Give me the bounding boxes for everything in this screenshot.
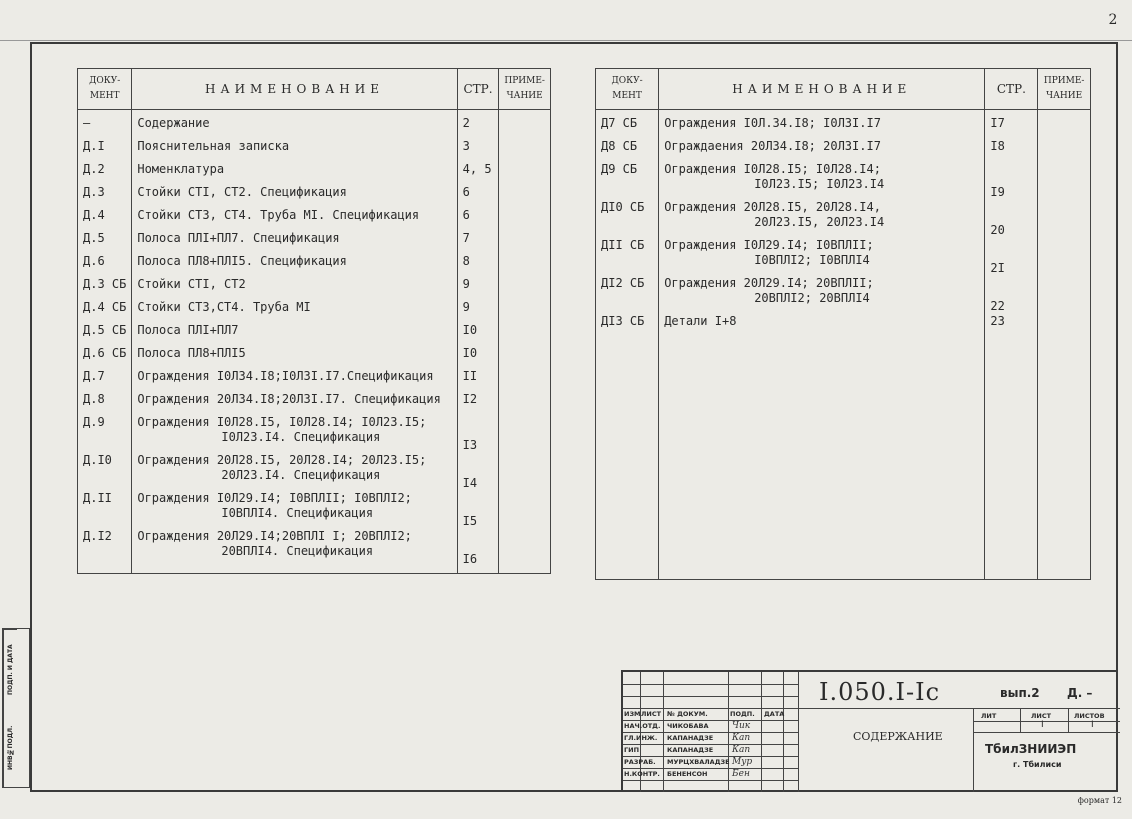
row-note — [1038, 162, 1091, 200]
row-name-line: Стойки СТI, СТ2. Спецификация — [137, 185, 347, 199]
role-label: НАЧ.ОТД. — [624, 722, 661, 730]
sheets-value: I — [1091, 720, 1094, 730]
row-name — [132, 300, 457, 323]
table-row — [78, 529, 551, 567]
role-person: КАПАНАДЗЕ — [667, 746, 714, 754]
header-note: ПРИМЕ-ЧАНИЕ — [499, 69, 551, 110]
row-note — [1038, 200, 1091, 238]
grid-line — [623, 744, 798, 745]
row-note — [499, 277, 551, 300]
issue-number: вып.2 — [1000, 686, 1040, 700]
row-note — [1038, 314, 1091, 337]
row-note — [1038, 116, 1091, 139]
row-name-line: 20Л23.I4. Спецификация — [221, 468, 381, 482]
row-page: 9 — [457, 277, 499, 300]
role-label: ГИП — [624, 746, 640, 754]
row-doc: Д.3 СБ — [78, 277, 132, 300]
organization: ТбилЗНИИЭП — [985, 742, 1077, 756]
row-name — [659, 162, 985, 200]
row-name — [132, 323, 457, 346]
row-note — [499, 300, 551, 323]
table-row — [596, 238, 1091, 276]
table-row — [78, 162, 551, 185]
divider — [973, 721, 1120, 722]
contents-table-right — [595, 68, 1091, 580]
lit-value-row — [623, 720, 1094, 732]
row-doc: Д.6 — [78, 254, 132, 277]
role-person: ЧИКОБАВА — [667, 722, 709, 730]
row-page: I7 — [985, 116, 1038, 139]
signature: Мур — [732, 757, 753, 767]
grid-line — [728, 672, 729, 792]
row-name — [659, 139, 985, 162]
col-header-list: ЛИСТ — [641, 710, 662, 718]
grid-line — [623, 684, 798, 685]
row-note — [499, 453, 551, 491]
row-note — [499, 139, 551, 162]
table-row — [596, 162, 1091, 200]
col-header-date: ДАТА — [764, 710, 785, 718]
row-note — [1038, 238, 1091, 276]
row-name — [659, 314, 985, 337]
row-page: I0 — [457, 346, 499, 369]
row-name-line: Содержание — [137, 116, 210, 130]
table-row — [596, 139, 1091, 162]
row-page: I2 — [457, 392, 499, 415]
table-row — [78, 369, 551, 392]
table-row — [78, 415, 551, 453]
row-name-line: Полоса ПЛ8+ПЛI5 — [137, 346, 246, 360]
row-name — [659, 200, 985, 238]
row-note — [499, 231, 551, 254]
row-note — [499, 162, 551, 185]
row-page: 9 — [457, 300, 499, 323]
grid-line — [623, 696, 798, 697]
header-name: НАИМЕНОВАНИЕ — [659, 69, 985, 110]
role-label: ГЛ.ИНЖ. — [624, 734, 658, 742]
table-row — [78, 231, 551, 254]
table-filler — [596, 337, 1091, 579]
lit-label: ЛИТ — [981, 712, 997, 720]
row-name-line: Ограждения 20Л28.I5, 20Л28.I4, — [664, 200, 881, 214]
row-name-line: Ограждения 20Л29.I4; 20ВПЛII; — [664, 276, 874, 290]
row-page: I0 — [457, 323, 499, 346]
table-row — [78, 392, 551, 415]
top-cut-line — [0, 40, 1132, 41]
page-number: 2 — [1108, 12, 1118, 28]
header-doc: ДОКУ-МЕНТ — [78, 69, 132, 110]
row-page: I3 — [457, 415, 499, 453]
contents-table-left — [77, 68, 551, 574]
grid-line — [623, 768, 798, 769]
grid-line — [623, 780, 798, 781]
row-note — [499, 415, 551, 453]
row-name-line: Полоса ПЛ8+ПЛI5. Спецификация — [137, 254, 347, 268]
side-stamp-inv: ИНВ№ПОДЛ. — [3, 709, 17, 787]
row-page: 3 — [457, 139, 499, 162]
grid-line — [761, 672, 762, 792]
table-row — [78, 139, 551, 162]
row-name — [132, 346, 457, 369]
title-block — [621, 670, 1118, 792]
row-name-line: Ограждения 20Л29.I4;20ВПЛI I; 20ВПЛI2; — [137, 529, 412, 543]
row-name-line: I0Л23.I5; I0Л23.I4 — [754, 177, 885, 191]
row-note — [499, 208, 551, 231]
table-row — [78, 491, 551, 529]
header-note: ПРИМЕ-ЧАНИЕ — [1038, 69, 1091, 110]
row-name — [132, 369, 457, 392]
format-label: формат 12 — [1077, 796, 1122, 805]
divider — [798, 708, 1120, 709]
col-header-sign: ПОДП. — [730, 710, 755, 718]
row-note — [1038, 276, 1091, 314]
row-name — [132, 277, 457, 300]
col-header-izm: ИЗМ — [624, 710, 641, 718]
row-name — [659, 116, 985, 139]
divider — [1068, 708, 1069, 732]
row-doc: – — [78, 116, 132, 139]
row-page: I4 — [457, 453, 499, 491]
row-name-line: Номенклатура — [137, 162, 225, 176]
table-row — [78, 116, 551, 139]
city: г. Тбилиси — [1013, 760, 1062, 769]
sheets-label: ЛИСТОВ — [1074, 712, 1105, 720]
row-name-line: Ограждения I0Л34.I8;I0Л3I.I7.Спецификация — [137, 369, 434, 383]
table-row — [596, 314, 1091, 337]
row-name — [132, 162, 457, 185]
table-row — [78, 185, 551, 208]
row-page: 22 — [985, 276, 1038, 314]
signature: Чик — [732, 721, 751, 731]
signature: Кап — [732, 733, 751, 743]
table-row — [78, 346, 551, 369]
divider — [1020, 708, 1021, 732]
row-doc: Д.6 СБ — [78, 346, 132, 369]
divider — [973, 732, 1120, 733]
signature: Бен — [732, 769, 750, 779]
row-page: II — [457, 369, 499, 392]
row-note — [499, 392, 551, 415]
row-note — [499, 185, 551, 208]
row-doc: Д.8 — [78, 392, 132, 415]
row-note — [499, 116, 551, 139]
title-block-grid — [623, 672, 798, 792]
header-doc: ДОКУ-МЕНТ — [596, 69, 659, 110]
row-page: I9 — [985, 162, 1038, 200]
row-name — [659, 276, 985, 314]
row-name — [132, 116, 457, 139]
row-doc: Д.I — [78, 139, 132, 162]
row-name-line: Ограждения I0Л.34.I8; I0Л3I.I7 — [664, 116, 881, 130]
row-doc: Д9 СБ — [596, 162, 659, 200]
signature: Кап — [732, 745, 751, 755]
row-doc: Д.5 СБ — [78, 323, 132, 346]
row-note — [499, 529, 551, 567]
header-page: СТР. — [985, 69, 1038, 110]
table-row — [596, 276, 1091, 314]
row-name — [132, 453, 457, 491]
row-name-line: Пояснительная записка — [137, 139, 290, 153]
row-doc: Д.7 — [78, 369, 132, 392]
side-stamp — [2, 628, 30, 788]
row-name — [659, 238, 985, 276]
row-name-line: Ограждения I0Л29.I4; I0ВПЛII; — [664, 238, 874, 252]
row-doc: ДI2 СБ — [596, 276, 659, 314]
row-name — [132, 254, 457, 277]
table-row — [78, 277, 551, 300]
sheet-value: I — [1041, 720, 1044, 730]
row-note — [499, 369, 551, 392]
section-label: Д. – — [1067, 686, 1093, 700]
row-page: 7 — [457, 231, 499, 254]
row-name — [132, 529, 457, 567]
row-name — [132, 185, 457, 208]
row-name-line: Полоса ПЛI+ПЛ7. Спецификация — [137, 231, 340, 245]
grid-line — [623, 732, 798, 733]
role-person: КАПАНАДЗЕ — [667, 734, 714, 742]
grid-line — [623, 708, 798, 709]
row-page: 2I — [985, 238, 1038, 276]
row-doc: ДII СБ — [596, 238, 659, 276]
row-page: 4, 5 — [457, 162, 499, 185]
header-page: СТР. — [457, 69, 499, 110]
row-page: 8 — [457, 254, 499, 277]
table-row — [596, 200, 1091, 238]
row-doc: Д8 СБ — [596, 139, 659, 162]
row-name-line: Ограждения I0Л28.I5; I0Л28.I4; — [664, 162, 881, 176]
row-name-line: 20ВПЛI4. Спецификация — [221, 544, 374, 558]
row-note — [499, 254, 551, 277]
row-page: 23 — [985, 314, 1038, 337]
row-doc: Д.4 СБ — [78, 300, 132, 323]
row-name-line: Ограждаения 20Л34.I8; 20Л3I.I7 — [664, 139, 881, 153]
role-person: БЕНЕНСОН — [667, 770, 708, 778]
row-name-line: Стойки СТ3, СТ4. Труба МI. Спецификация — [137, 208, 420, 222]
row-name-line: Ограждения I0Л28.I5, I0Л28.I4; I0Л23.I5; — [137, 415, 427, 429]
row-page: 2 — [457, 116, 499, 139]
side-stamp-sign-date: ПОДП. И ДАТА — [3, 629, 17, 710]
row-note — [499, 346, 551, 369]
role-label: РАЗРАБ. — [624, 758, 656, 766]
table-row — [78, 323, 551, 346]
sheet-label: ЛИСТ — [1031, 712, 1052, 720]
row-doc: Д.II — [78, 491, 132, 529]
row-name-line: Стойки СТ3,СТ4. Труба МI — [137, 300, 311, 314]
table-row — [78, 453, 551, 491]
row-name-line: Детали I+8 — [664, 314, 737, 328]
row-note — [499, 491, 551, 529]
row-doc: Д.I0 — [78, 453, 132, 491]
row-name-line: I0ВПЛI2; I0ВПЛI4 — [754, 253, 870, 267]
row-name-line: 20ВПЛI2; 20ВПЛI4 — [754, 291, 870, 305]
row-name-line: Ограждения 20Л28.I5, 20Л28.I4; 20Л23.I5; — [137, 453, 427, 467]
table-row — [78, 300, 551, 323]
divider — [798, 672, 799, 792]
row-page: I8 — [985, 139, 1038, 162]
row-doc: ДI3 СБ — [596, 314, 659, 337]
row-doc: Д.4 — [78, 208, 132, 231]
table-row — [596, 116, 1091, 139]
row-name — [132, 392, 457, 415]
grid-line — [623, 756, 798, 757]
row-name-line: Ограждения 20Л34.I8;20Л3I.I7. Спецификация — [137, 392, 441, 406]
row-doc: Д.3 — [78, 185, 132, 208]
row-name-line: I0ВПЛI4. Спецификация — [221, 506, 374, 520]
row-name — [132, 231, 457, 254]
role-label: Н.КОНТР. — [624, 770, 660, 778]
row-page: 20 — [985, 200, 1038, 238]
row-note — [499, 323, 551, 346]
row-doc: Д.I2 — [78, 529, 132, 567]
row-doc: Д.2 — [78, 162, 132, 185]
row-page: 6 — [457, 185, 499, 208]
role-person: МУРЦХВАЛАДЗЕ — [667, 758, 730, 766]
row-name-line: 20Л23.I5, 20Л23.I4 — [754, 215, 885, 229]
row-note — [1038, 139, 1091, 162]
row-name-line: Ограждения I0Л29.I4; I0ВПЛII; I0ВПЛI2; — [137, 491, 412, 505]
row-doc: Д.5 — [78, 231, 132, 254]
sheet-title: СОДЕРЖАНИЕ — [853, 730, 943, 743]
row-page: I5 — [457, 491, 499, 529]
row-name-line: Стойки СТI, СТ2 — [137, 277, 246, 291]
row-name — [132, 208, 457, 231]
row-name — [132, 139, 457, 162]
table-row — [78, 208, 551, 231]
grid-line — [663, 672, 664, 792]
row-doc: ДI0 СБ — [596, 200, 659, 238]
col-header-doc: № ДОКУМ. — [667, 710, 708, 718]
row-name — [132, 491, 457, 529]
header-name: НАИМЕНОВАНИЕ — [132, 69, 457, 110]
document-code: I.050.I-Iс — [819, 678, 941, 706]
row-name-line: I0Л23.I4. Спецификация — [221, 430, 381, 444]
row-name-line: Полоса ПЛI+ПЛ7 — [137, 323, 239, 337]
row-page: I6 — [457, 529, 499, 567]
row-doc: Д7 СБ — [596, 116, 659, 139]
row-page: 6 — [457, 208, 499, 231]
table-row — [78, 254, 551, 277]
grid-line — [783, 672, 784, 792]
row-doc: Д.9 — [78, 415, 132, 453]
row-name — [132, 415, 457, 453]
